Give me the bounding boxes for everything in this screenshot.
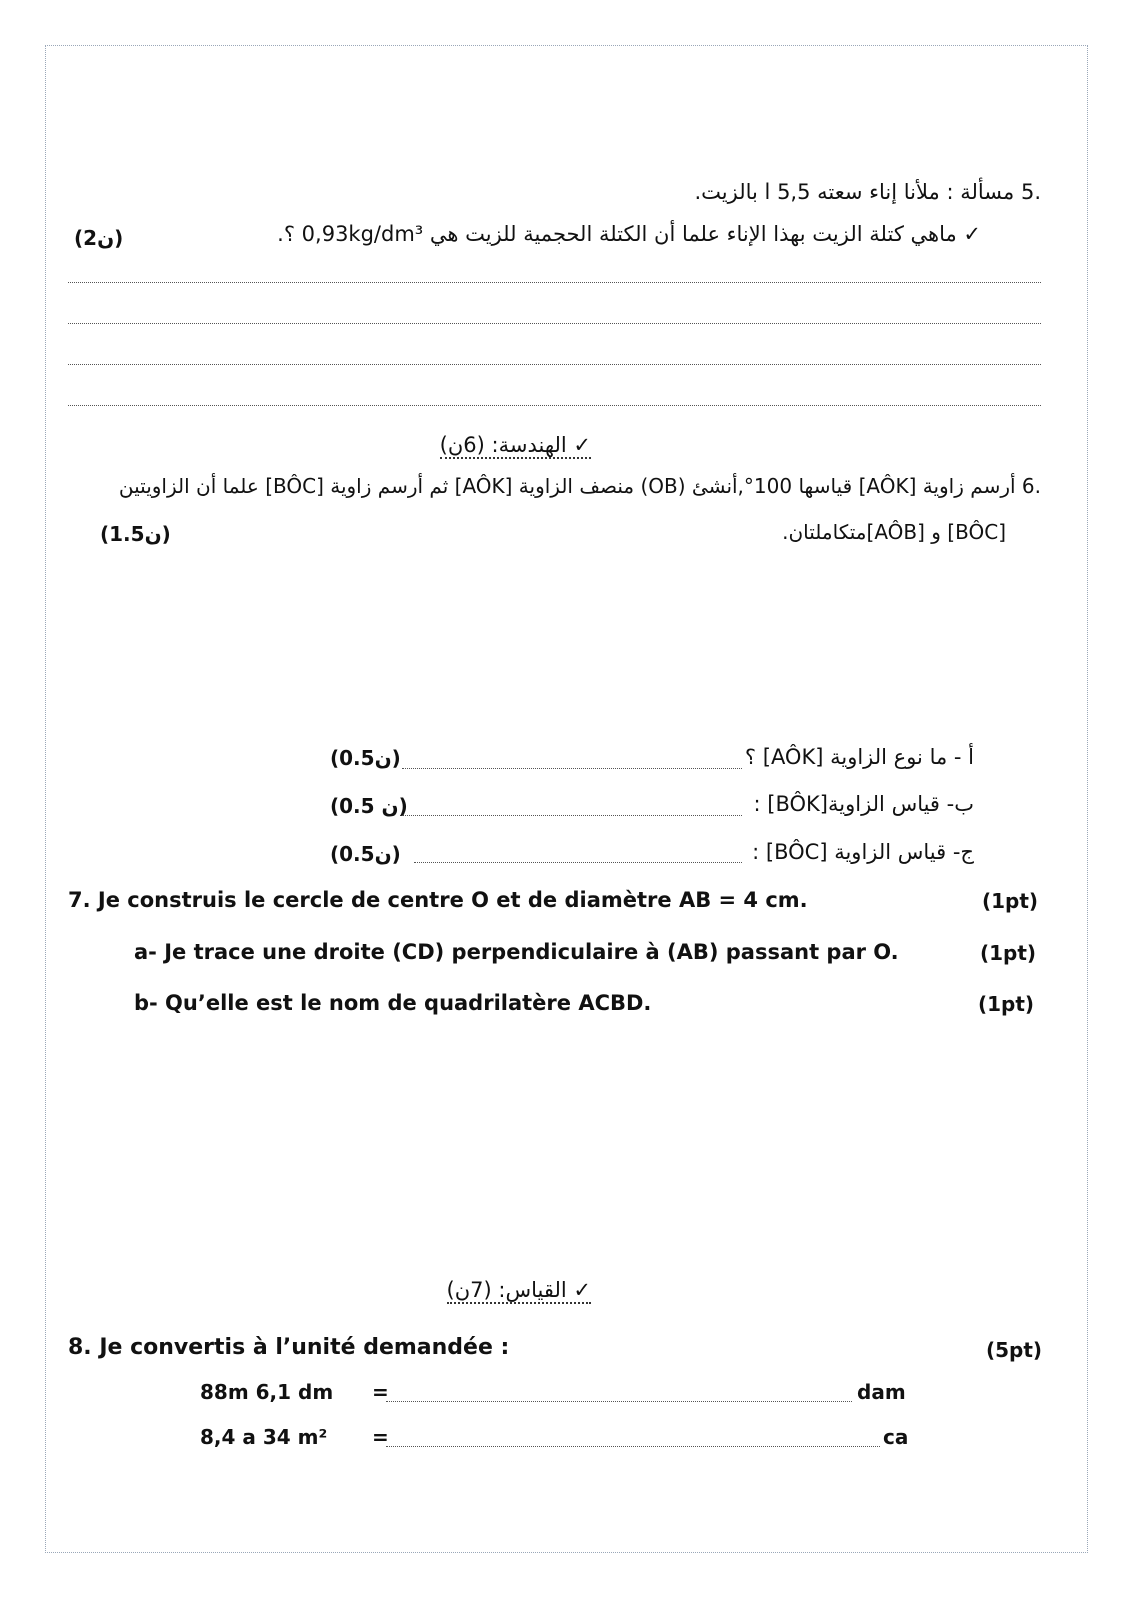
q6b-points: (0.5 ن) (330, 794, 408, 818)
q5-question: ✓ ماهي كتلة الزيت بهذا الإناء علما أن الكتلة الحجمية للزيت هي 0,93kg/dm³ ؟. (277, 222, 981, 246)
q8-row2-equals: = (372, 1425, 389, 1449)
q8-row1-answer-line[interactable] (386, 1401, 852, 1402)
q6c-answer-line[interactable] (414, 862, 742, 863)
answer-line[interactable] (68, 364, 1041, 365)
answer-line[interactable] (68, 282, 1041, 283)
q5-points: (2ن) (74, 226, 124, 250)
q6c-points: (0.5ن) (330, 842, 401, 866)
q8-row2-value: 8,4 a 34 m² (200, 1425, 328, 1449)
q7b: b- Qu’elle est le nom de quadrilatère ACBD. (134, 991, 652, 1015)
answer-line[interactable] (68, 405, 1041, 406)
q6b-label: ب- قياس الزاوية[BÔK] : (753, 792, 974, 816)
q8-main: 8. Je convertis à l’unité demandée : (68, 1335, 510, 1360)
geometry-header: ✓ الهندسة: (6ن) (439, 433, 591, 457)
q6-line1: .6 أرسم زاوية [AÔK] قياسها 100°,أنشئ (OB) منصف الزاوية [AÔK] ثم أرسم زاوية [BÔC] علما أن الزاويتين (118, 474, 1041, 498)
q8-row1-value: 88m 6,1 dm (200, 1380, 334, 1404)
q7-main-points: (1pt) (982, 889, 1039, 913)
q6a-answer-line[interactable] (402, 768, 742, 769)
q5-title: .5 مسألة : ملأنا إناء سعته 5,5 l بالزيت. (694, 180, 1041, 204)
q8-points: (5pt) (986, 1338, 1043, 1362)
q7a-points: (1pt) (980, 941, 1037, 965)
q8-row1-equals: = (372, 1380, 389, 1404)
q7b-points: (1pt) (978, 992, 1035, 1016)
q6-line2: [BÔC] و [AÔB]متكاملتان. (782, 520, 1006, 544)
measurement-header: ✓ القياس: (7ن) (446, 1278, 591, 1302)
q8-row1-unit: dam (857, 1380, 906, 1404)
q7a: a- Je trace une droite (CD) perpendiculaire à (AB) passant par O. (134, 940, 899, 964)
q8-row2-unit: ca (883, 1425, 909, 1449)
q6c-label: ج- قياس الزاوية [BÔC] : (752, 840, 974, 864)
q7-main: 7. Je construis le cercle de centre O et de diamètre AB = 4 cm. (68, 888, 808, 912)
answer-line[interactable] (68, 323, 1041, 324)
q6b-answer-line[interactable] (400, 815, 742, 816)
q6a-label: أ - ما نوع الزاوية [AÔK] ؟ (744, 745, 974, 769)
q6a-points: (0.5ن) (330, 746, 401, 770)
q6-points: (1.5ن) (100, 522, 171, 546)
q8-row2-answer-line[interactable] (386, 1446, 880, 1447)
